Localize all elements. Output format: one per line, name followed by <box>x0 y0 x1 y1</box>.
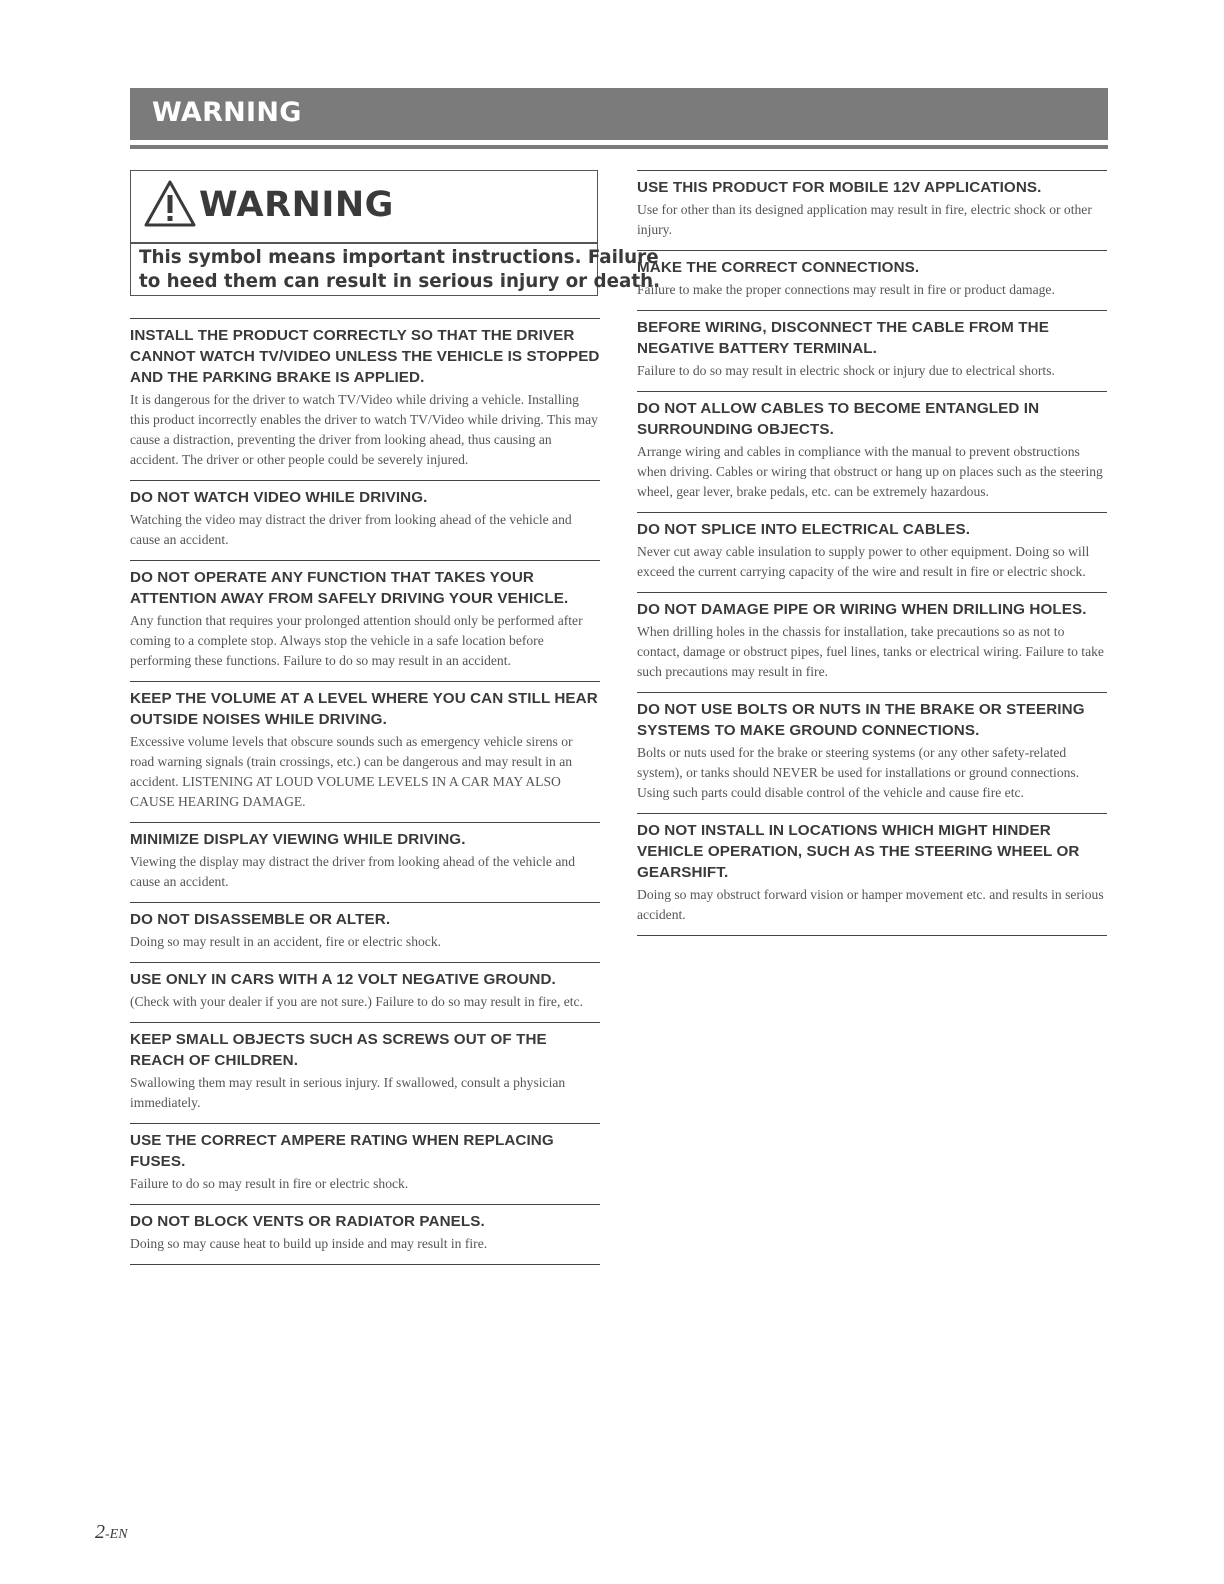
warning-item <box>130 962 600 1022</box>
warning-item-body: It is dangerous for the driver to watch TV/Video while driving a vehicle. Installing this product incorrectly enables the driver to watch TV/Video while driving. This may cause a distraction, preventing the driver from looking ahead, thus causing an accident. The driver or other people could be severely injured. <box>130 392 598 467</box>
warning-symbol-box <box>130 170 661 296</box>
warning-item-title: MAKE THE CORRECT CONNECTIONS. <box>637 259 920 276</box>
warning-item-body: Doing so may obstruct forward vision or hamper movement etc. and results in serious accident. <box>637 887 1104 922</box>
warning-item-body: Failure to make the proper connections may result in fire or product damage. <box>637 282 1055 297</box>
warning-item-title: DO NOT ALLOW CABLES TO BECOME ENTANGLED IN SURROUNDING OBJECTS. <box>637 400 1040 438</box>
warning-box-header <box>131 171 597 241</box>
warning-box-heading: WARNING <box>199 185 394 225</box>
warning-item <box>130 560 600 681</box>
warning-item <box>637 592 1107 692</box>
warning-item-body: Watching the video may distract the driver from looking ahead of the vehicle and cause an accident. <box>130 512 572 547</box>
warning-item-body: Never cut away cable insulation to supply power to other equipment. Doing so will exceed the current carrying capacity of the wire and result in fire or electric shock. <box>637 544 1090 579</box>
warning-item <box>130 1204 600 1265</box>
warning-item <box>637 692 1107 813</box>
warning-item-body: Failure to do so may result in electric shock or injury due to electrical shorts. <box>637 363 1055 378</box>
warning-item-title: DO NOT INSTALL IN LOCATIONS WHICH MIGHT HINDER VEHICLE OPERATION, SUCH AS THE STEERING WHEEL OR GEARSHIFT. <box>637 822 1080 881</box>
warning-item-body: (Check with your dealer if you are not sure.) Failure to do so may result in fire, etc. <box>130 994 583 1009</box>
warning-item-body: Doing so may cause heat to build up inside and may result in fire. <box>130 1236 488 1251</box>
left-column <box>130 318 600 1265</box>
warning-item <box>130 822 600 902</box>
warning-box-message <box>139 246 661 294</box>
warning-item <box>130 480 600 560</box>
warning-box-divider <box>131 242 597 244</box>
warning-item-body: Arrange wiring and cables in compliance with the manual to prevent obstructions when driving. Cables or wiring that obstruct or hang up on places such as the steering wheel, gear lever, brake pedals, etc. can be extremely hazardous. <box>637 444 1103 499</box>
warning-item <box>637 391 1107 512</box>
warning-item-body: Doing so may result in an accident, fire or electric shock. <box>130 934 442 949</box>
warning-item-body: Use for other than its designed application may result in fire, electric shock or other injury. <box>637 202 1092 237</box>
warning-item-title: DO NOT BLOCK VENTS OR RADIATOR PANELS. <box>130 1213 485 1230</box>
warning-item-title: BEFORE WIRING, DISCONNECT THE CABLE FROM THE NEGATIVE BATTERY TERMINAL. <box>637 319 1049 357</box>
warning-item <box>130 681 600 822</box>
banner-title: WARNING <box>152 97 302 128</box>
warning-item <box>130 1123 600 1204</box>
warning-item <box>637 250 1107 310</box>
warning-item-title: DO NOT DAMAGE PIPE OR WIRING WHEN DRILLING HOLES. <box>637 601 1087 618</box>
warning-item-body: Any function that requires your prolonged attention should only be performed after coming to a complete stop. Always stop the vehicle in a safe location before performing these functions. Failure to do so may result in an accident. <box>130 613 583 668</box>
warning-item-title: USE THE CORRECT AMPERE RATING WHEN REPLACING FUSES. <box>130 1132 554 1170</box>
warning-item <box>130 902 600 962</box>
warning-message-line-2: to heed them can result in serious injury or death. <box>139 271 661 292</box>
warning-item-title: DO NOT DISASSEMBLE OR ALTER. <box>130 911 391 928</box>
warning-item <box>130 1022 600 1123</box>
warning-item-title: INSTALL THE PRODUCT CORRECTLY SO THAT THE DRIVER CANNOT WATCH TV/VIDEO UNLESS THE VEHICLE IS STOPPED AND THE PARKING BRAKE IS APPLIED. <box>130 327 600 386</box>
warning-item <box>130 318 600 480</box>
warning-item-title: MINIMIZE DISPLAY VIEWING WHILE DRIVING. <box>130 831 466 848</box>
warning-item-body: Viewing the display may distract the driver from looking ahead of the vehicle and cause an accident. <box>130 854 575 889</box>
warning-item-title: USE ONLY IN CARS WITH A 12 VOLT NEGATIVE GROUND. <box>130 971 556 988</box>
warning-item-title: USE THIS PRODUCT FOR MOBILE 12V APPLICATIONS. <box>637 179 1042 196</box>
section-banner <box>130 88 1108 140</box>
warning-item <box>637 170 1107 250</box>
warning-item-body: Failure to do so may result in fire or electric shock. <box>130 1176 409 1191</box>
warning-item-body: Bolts or nuts used for the brake or steering systems (or any other safety-related system), or tanks should NEVER be used for installations or ground connections. Using such parts could disable control of the vehicle and cause fire etc. <box>637 745 1080 800</box>
warning-item <box>637 813 1107 936</box>
warning-item-title: DO NOT WATCH VIDEO WHILE DRIVING. <box>130 489 428 506</box>
warning-item <box>637 310 1107 391</box>
warning-item-title: DO NOT OPERATE ANY FUNCTION THAT TAKES YOUR ATTENTION AWAY FROM SAFELY DRIVING YOUR VEHICLE. <box>130 569 569 607</box>
right-column <box>637 170 1107 936</box>
warning-item-title: KEEP THE VOLUME AT A LEVEL WHERE YOU CAN STILL HEAR OUTSIDE NOISES WHILE DRIVING. <box>130 690 598 728</box>
banner-underline <box>130 145 1108 149</box>
warning-item-body: Swallowing them may result in serious injury. If swallowed, consult a physician immediately. <box>130 1075 566 1110</box>
warning-item <box>637 512 1107 592</box>
warning-item-title: DO NOT USE BOLTS OR NUTS IN THE BRAKE OR STEERING SYSTEMS TO MAKE GROUND CONNECTIONS. <box>637 701 1085 739</box>
warning-item-body: When drilling holes in the chassis for installation, take precautions so as not to contact, damage or obstruct pipes, fuel lines, tanks or electrical wiring. Failure to take such precautions may result in fire. <box>637 624 1104 679</box>
page-number-value: 2 <box>95 1521 105 1543</box>
page-language-suffix: -EN <box>105 1527 128 1542</box>
warning-item-title: KEEP SMALL OBJECTS SUCH AS SCREWS OUT OF THE REACH OF CHILDREN. <box>130 1031 547 1069</box>
warning-triangle-icon <box>143 179 197 229</box>
page-number <box>95 1521 128 1544</box>
warning-item-title: DO NOT SPLICE INTO ELECTRICAL CABLES. <box>637 521 971 538</box>
warning-message-line-1: This symbol means important instructions. Failure <box>139 247 659 268</box>
warning-item-body: Excessive volume levels that obscure sounds such as emergency vehicle sirens or road warning signals (train crossings, etc.) can be dangerous and may result in an accident. LISTENING AT LOUD VOLUME LEVELS IN A CAR MAY ALSO CAUSE HEARING DAMAGE. <box>130 734 573 809</box>
